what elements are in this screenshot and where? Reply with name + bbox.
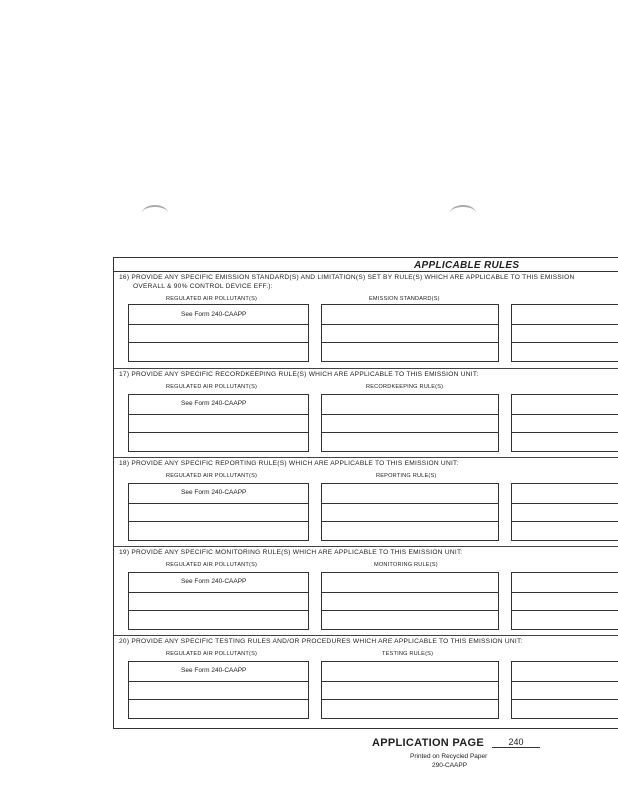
col-header-pollutant: REGULATED AIR POLLUTANT(S) — [166, 296, 258, 302]
question-16-cont: OVERALL & 90% CONTROL DEVICE EFF.): — [133, 283, 273, 290]
row-line — [322, 342, 498, 343]
row-line — [129, 681, 308, 682]
form-title: APPLICABLE RULES — [414, 260, 520, 271]
row-line — [129, 324, 308, 325]
row-line — [512, 432, 618, 433]
row-line — [512, 610, 618, 611]
section-monitoring — [114, 548, 618, 636]
row-line — [129, 414, 308, 415]
row-line — [512, 414, 618, 415]
row-line — [512, 521, 618, 522]
pollutant-box — [128, 572, 309, 630]
col-header-pollutant: REGULATED AIR POLLUTANT(S) — [166, 562, 258, 568]
row-line — [322, 592, 498, 593]
row-line — [129, 503, 308, 504]
title-rule — [114, 271, 618, 272]
row-line — [322, 521, 498, 522]
pollutant-box — [128, 483, 309, 541]
row-line — [322, 432, 498, 433]
printed-note: Printed on Recycled Paper — [410, 753, 488, 760]
applicable-rules-form — [113, 257, 618, 729]
col-header-pollutant: REGULATED AIR POLLUTANT(S) — [166, 651, 258, 657]
extra-box — [511, 572, 618, 630]
reporting-box — [321, 483, 499, 541]
row-line — [129, 610, 308, 611]
row-line — [129, 699, 308, 700]
pollutant-entry[interactable]: See Form 240-CAAPP — [181, 667, 247, 674]
row-line — [322, 699, 498, 700]
extra-box — [511, 304, 618, 362]
row-line — [512, 342, 618, 343]
extra-box — [511, 394, 618, 452]
section-reporting — [114, 459, 618, 547]
section-testing — [114, 637, 618, 725]
application-page-label: APPLICATION PAGE — [372, 737, 484, 749]
section-emission-standards — [114, 273, 618, 368]
page-footer — [372, 737, 524, 769]
binder-hole-right — [450, 205, 476, 221]
monitoring-box — [321, 572, 499, 630]
question-17: 17) PROVIDE ANY SPECIFIC RECORDKEEPING RULE(S) WHICH ARE APPLICABLE TO THIS EMISSION UNIT: — [119, 371, 479, 378]
row-line — [512, 324, 618, 325]
section-rule — [114, 368, 618, 369]
question-16: 16) PROVIDE ANY SPECIFIC EMISSION STANDARD(S) AND LIMITATION(S) SET BY RULE(S) WHICH ARE APPLICABLE TO THIS EMISSION — [119, 274, 575, 281]
section-rule — [114, 457, 618, 458]
binder-hole-left — [142, 205, 168, 221]
section-recordkeeping — [114, 370, 618, 458]
pollutant-entry[interactable]: See Form 240-CAAPP — [181, 400, 247, 407]
row-line — [129, 592, 308, 593]
section-rule — [114, 546, 618, 547]
row-line — [322, 414, 498, 415]
standard-box — [321, 304, 499, 362]
row-line — [512, 503, 618, 504]
pollutant-box — [128, 304, 309, 362]
pollutant-entry[interactable]: See Form 240-CAAPP — [181, 578, 247, 585]
pollutant-entry[interactable]: See Form 240-CAAPP — [181, 489, 247, 496]
row-line — [512, 681, 618, 682]
question-19: 19) PROVIDE ANY SPECIFIC MONITORING RULE(S) WHICH ARE APPLICABLE TO THIS EMISSION UNIT: — [119, 549, 463, 556]
row-line — [129, 342, 308, 343]
row-line — [512, 699, 618, 700]
col-header-pollutant: REGULATED AIR POLLUTANT(S) — [166, 384, 258, 390]
col-header-monitoring: MONITORING RULE(S) — [374, 562, 438, 568]
col-header-recordkeeping: RECORDKEEPING RULE(S) — [366, 384, 444, 390]
question-18: 18) PROVIDE ANY SPECIFIC REPORTING RULE(S) WHICH ARE APPLICABLE TO THIS EMISSION UNIT: — [119, 460, 459, 467]
testing-box — [321, 661, 499, 719]
row-line — [512, 592, 618, 593]
pollutant-box — [128, 394, 309, 452]
col-header-testing: TESTING RULE(S) — [382, 651, 434, 657]
extra-box — [511, 661, 618, 719]
row-line — [322, 681, 498, 682]
row-line — [322, 503, 498, 504]
col-header-reporting: REPORTING RULE(S) — [376, 473, 437, 479]
row-line — [322, 610, 498, 611]
question-20: 20) PROVIDE ANY SPECIFIC TESTING RULES AND/OR PROCEDURES WHICH ARE APPLICABLE TO THIS EMISSION UNIT: — [119, 638, 523, 645]
row-line — [322, 324, 498, 325]
extra-box — [511, 483, 618, 541]
row-line — [129, 521, 308, 522]
form-code: 290-CAAPP — [432, 762, 468, 769]
recordkeeping-box — [321, 394, 499, 452]
section-rule — [114, 635, 618, 636]
col-header-pollutant: REGULATED AIR POLLUTANT(S) — [166, 473, 258, 479]
row-line — [129, 432, 308, 433]
page-number: 240 — [492, 737, 540, 748]
col-header-standard: EMISSION STANDARD(S) — [369, 296, 440, 302]
pollutant-entry[interactable]: See Form 240-CAAPP — [181, 311, 247, 318]
pollutant-box — [128, 661, 309, 719]
